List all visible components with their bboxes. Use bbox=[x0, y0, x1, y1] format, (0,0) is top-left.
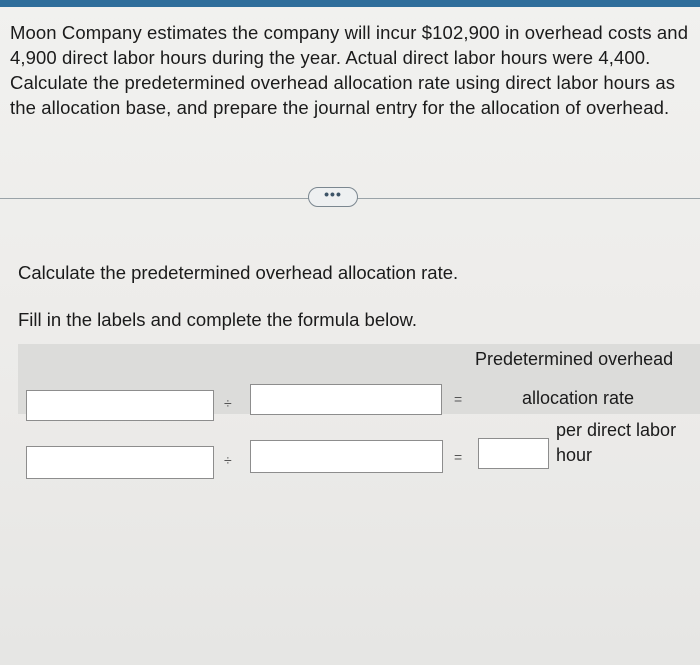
row2-equals-sign: = bbox=[454, 449, 463, 465]
unit-label-line2: hour bbox=[556, 445, 593, 465]
row1-divide-sign: ÷ bbox=[224, 395, 232, 411]
row2-denominator-input[interactable] bbox=[250, 440, 443, 473]
row1-denominator-input[interactable] bbox=[250, 384, 442, 415]
top-accent-bar bbox=[0, 0, 700, 7]
section-instruction: Fill in the labels and complete the formula below. bbox=[18, 309, 417, 330]
section-heading: Calculate the predetermined overhead allocation rate. bbox=[18, 262, 459, 283]
rate-result-input[interactable] bbox=[478, 438, 549, 469]
expand-more-button[interactable]: ••• bbox=[308, 187, 358, 207]
row2-divide-sign: ÷ bbox=[224, 452, 232, 468]
row1-numerator-input[interactable] bbox=[26, 390, 214, 421]
row1-equals-sign: = bbox=[454, 391, 463, 407]
result-label-line1: Predetermined overhead bbox=[475, 349, 674, 369]
result-label-line2: allocation rate bbox=[522, 388, 635, 408]
unit-label-line1: per direct labor bbox=[556, 420, 677, 440]
question-text: Moon Company estimates the company will incur $102,900 in overhead costs and 4,900 direct labor hours during the year. Actual direct labor hours were 4,400. Calculate the predetermined overhead allocation rate using direct labor hours as the allocation base, and prepare the journal entry for the allocation of overhead. bbox=[10, 22, 689, 118]
row2-numerator-input[interactable] bbox=[26, 446, 214, 479]
